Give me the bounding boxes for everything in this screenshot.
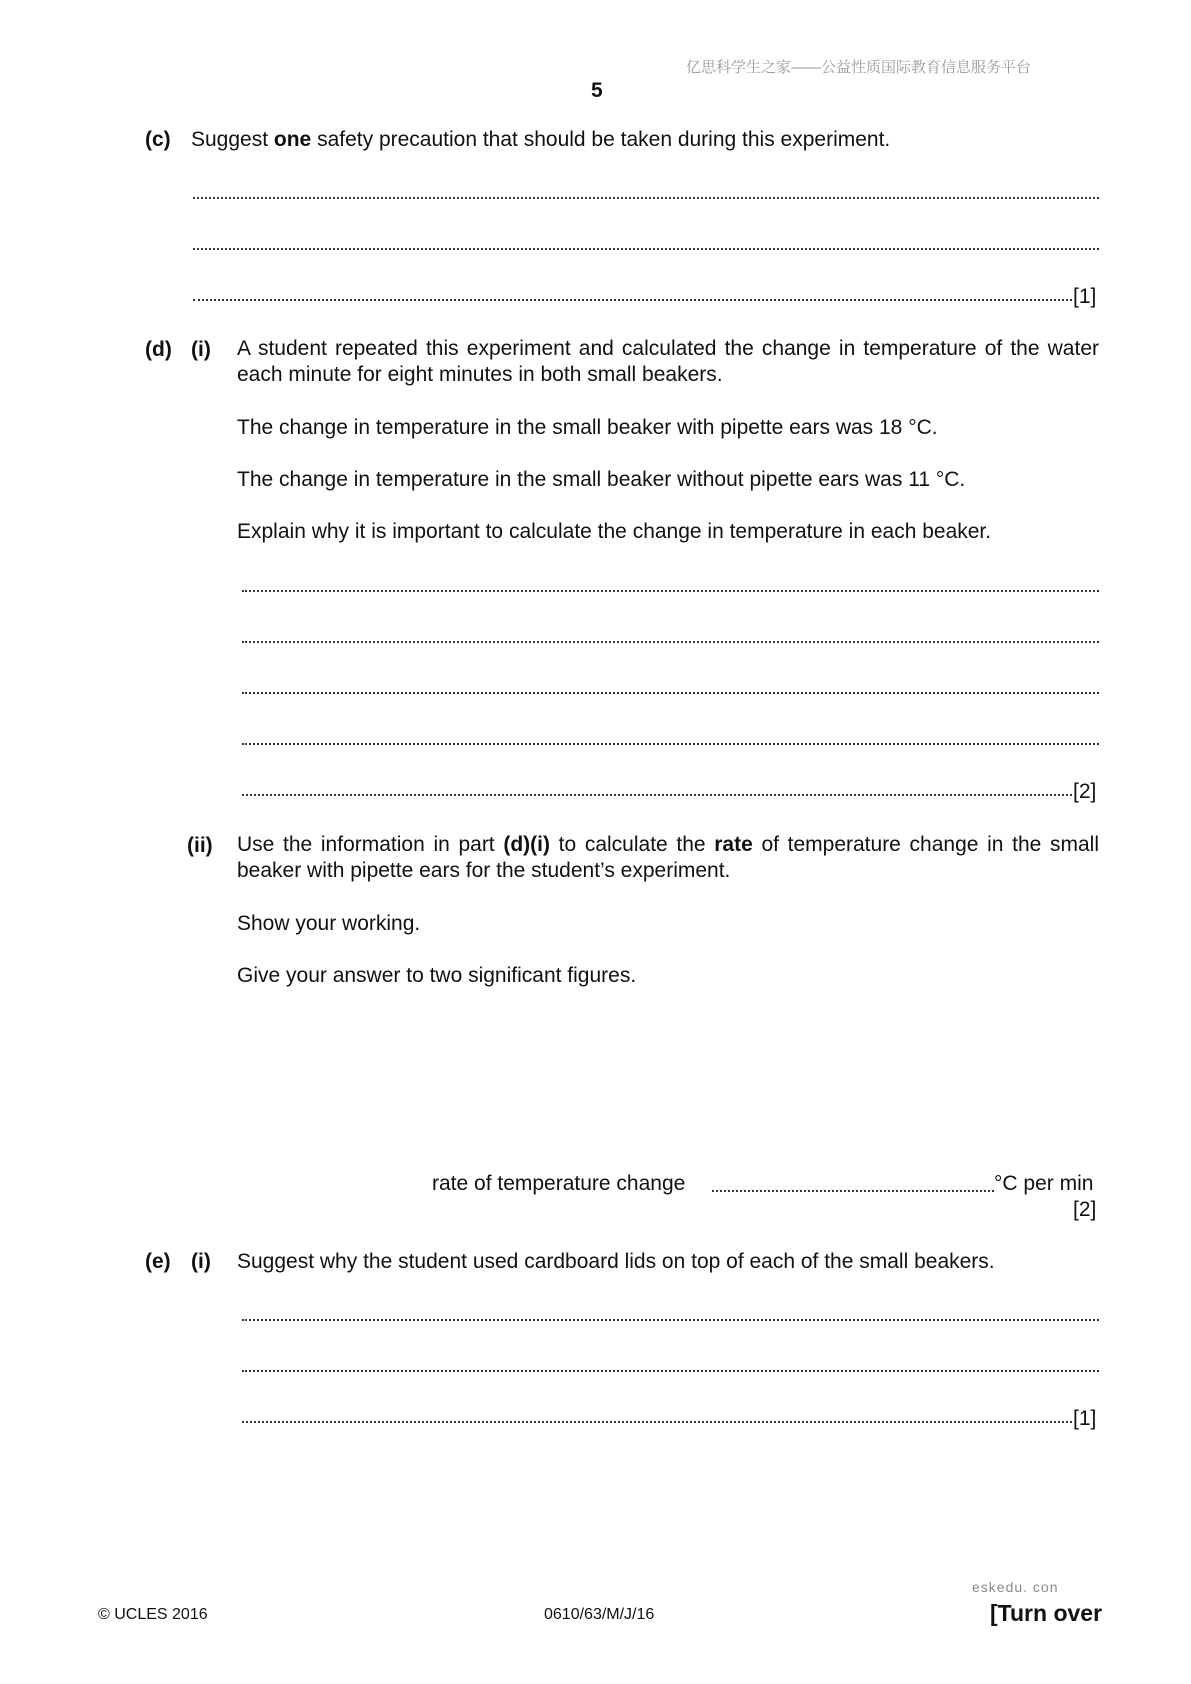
answer-line[interactable] [242, 692, 1099, 694]
part-e-label: (e) [145, 1250, 171, 1273]
page-number: 5 [591, 79, 603, 102]
answer-line[interactable] [242, 743, 1099, 745]
sig-figs-instruction: Give your answer to two significant figures. [237, 964, 637, 987]
part-e-question: Suggest why the student used cardboard lids on top of each of the small beakers. [237, 1250, 995, 1273]
answer-line[interactable] [193, 299, 1072, 301]
mark-allocation: [1] [1073, 285, 1097, 308]
answer-line[interactable] [242, 1421, 1072, 1423]
mark-allocation: [1] [1073, 1407, 1097, 1430]
mark-allocation: [2] [1073, 1198, 1097, 1221]
sub-ii-label: (ii) [187, 834, 213, 857]
emphasis-one: one [273, 128, 312, 151]
answer-label: rate of temperature change [432, 1172, 686, 1195]
part-d-label: (d) [145, 338, 172, 361]
sub-i-label: (i) [191, 1250, 211, 1273]
part-d-ii-question: Use the information in part (d)(i) to calculate the rate of temperature change in the small beaker with pipette ears for the student’s experiment. [237, 833, 1099, 882]
answer-line[interactable] [242, 1319, 1099, 1321]
answer-unit: °C per min [994, 1172, 1094, 1195]
mark-allocation: [2] [1073, 780, 1097, 803]
paper-code: 0610/63/M/J/16 [544, 1606, 655, 1623]
show-working-instruction: Show your working. [237, 912, 421, 935]
watermark-text: 亿思科学生之家——公益性质国际教育信息服务平台 [686, 59, 1032, 76]
answer-line[interactable] [242, 590, 1099, 592]
answer-line[interactable] [193, 197, 1099, 199]
part-c-question: Suggest one safety precaution that should be taken during this experiment. [191, 128, 891, 151]
without-ears-statement: The change in temperature in the small beaker without pipette ears was 11 °C. [237, 468, 966, 491]
part-d-i-intro: A student repeated this experiment and calculated the change in temperature of the water each minute for eight minutes in both small beakers. [237, 337, 1099, 386]
rate-answer-line[interactable] [712, 1190, 994, 1192]
explain-question: Explain why it is important to calculate the change in temperature in each beaker. [237, 520, 992, 543]
site-watermark: eskedu. con [972, 1579, 1059, 1595]
answer-line[interactable] [242, 794, 1072, 796]
turn-over: [Turn over [990, 1600, 1103, 1626]
answer-line[interactable] [193, 248, 1099, 250]
sub-i-label: (i) [191, 338, 211, 361]
with-ears-statement: The change in temperature in the small beaker with pipette ears was 18 °C. [237, 416, 938, 439]
answer-line[interactable] [242, 641, 1099, 643]
copyright: © UCLES 2016 [98, 1606, 208, 1623]
part-c-label: (c) [145, 128, 171, 151]
answer-line[interactable] [242, 1370, 1099, 1372]
